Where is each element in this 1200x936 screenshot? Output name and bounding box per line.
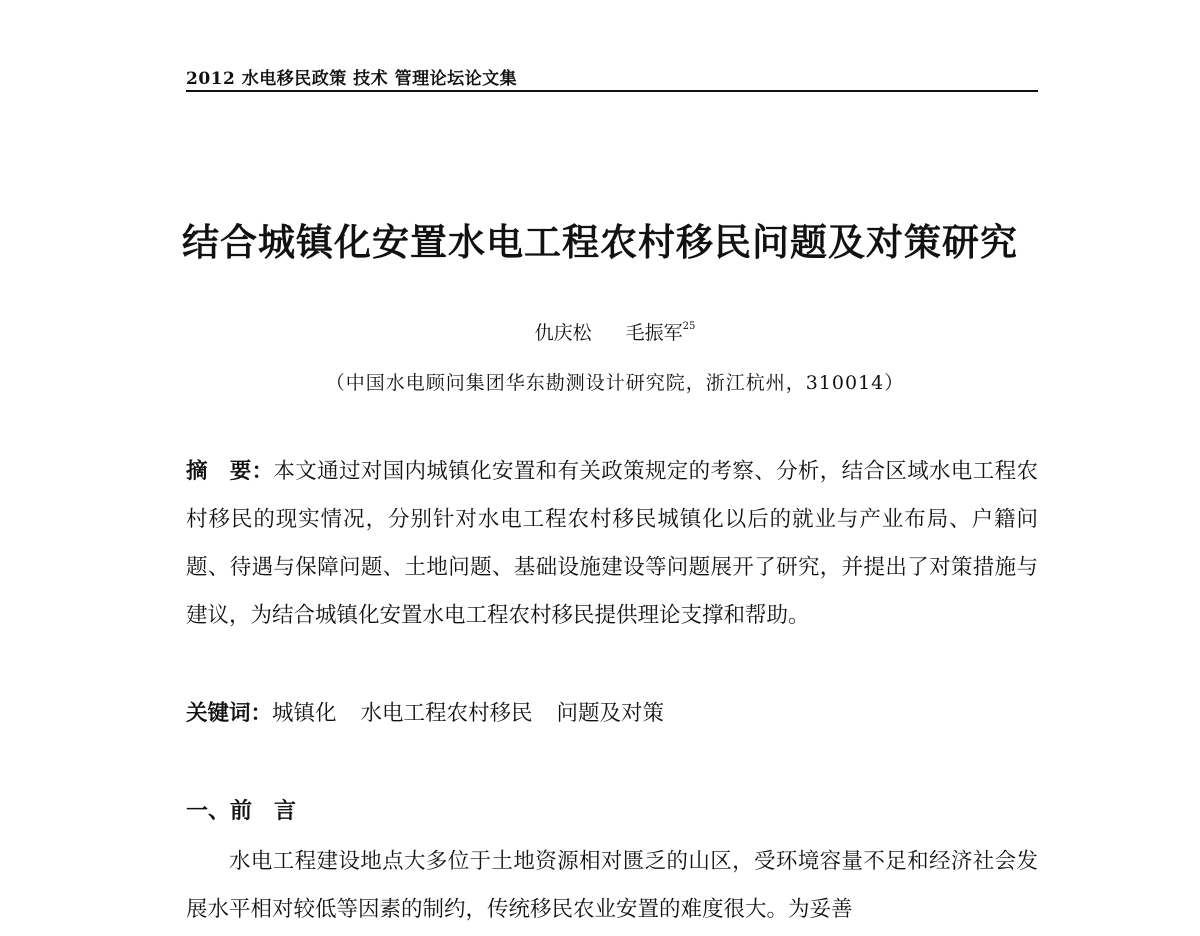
body-paragraph: 水电工程建设地点大多位于土地资源相对匮乏的山区，受环境容量不足和经济社会发展水平相对较低等因素的制约，传统移民农业安置的难度很大。为妥善 xyxy=(186,849,1038,922)
running-header: 2012 水电移民政策 技术 管理论坛论文集 xyxy=(186,69,518,89)
header-rule xyxy=(186,90,1038,92)
author-1: 仇庆松 xyxy=(534,322,592,344)
abstract-label: 摘 要： xyxy=(186,459,274,484)
abstract xyxy=(186,448,1038,640)
keyword-3: 问题及对策 xyxy=(556,701,665,726)
keywords-label: 关键词： xyxy=(186,701,273,726)
keywords xyxy=(186,694,1038,734)
keyword-2: 水电工程农村移民 xyxy=(360,701,533,726)
author-footnote-marker: 25 xyxy=(682,321,696,332)
paper-title: 结合城镇化安置水电工程农村移民问题及对策研究 xyxy=(182,220,1018,264)
author-2: 毛振军 xyxy=(625,322,683,344)
section-heading: 一、前 言 xyxy=(186,798,297,824)
keyword-1: 城镇化 xyxy=(272,701,337,726)
affiliation: （中国水电顾问集团华东勘测设计研究院，浙江杭州，310014） xyxy=(325,372,905,394)
author-line xyxy=(0,318,1200,345)
abstract-text: 本文通过对国内城镇化安置和有关政策规定的考察、分析，结合区域水电工程农村移民的现实情况，分别针对水电工程农村移民城镇化以后的就业与产业布局、户籍问题、待遇与保障问题、土地问题、基础设施建设等问题展开了研究，并提出了对策措施与建议，为结合城镇化安置水电工程农村移民提供理论支撑和帮助。 xyxy=(186,459,1038,628)
